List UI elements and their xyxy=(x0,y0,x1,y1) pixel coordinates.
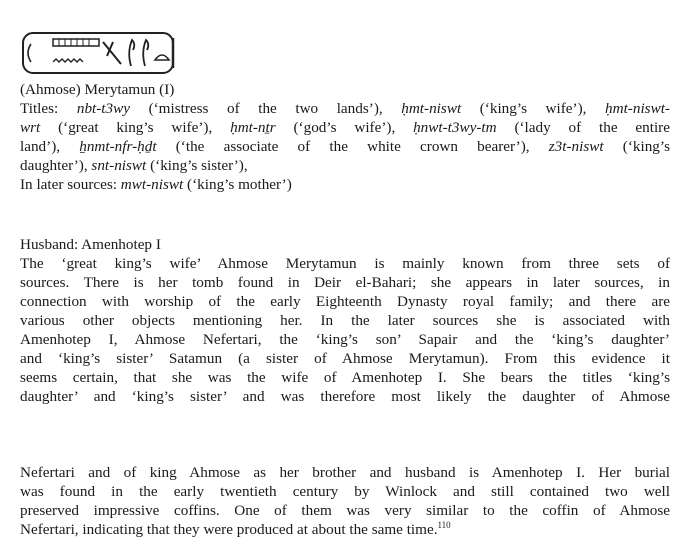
queen-name-heading: (Ahmose) Merytamun (I) xyxy=(20,81,175,98)
para2-last-line xyxy=(20,520,670,539)
later-sources-line xyxy=(20,175,670,194)
para2-line: was found in the early twentieth century by Winlock and still contained two well xyxy=(20,483,670,500)
titles-line-4 xyxy=(20,156,670,175)
para2-line: Nefertari and of king Ahmose as her brother and husband is Amenhotep I. Her burial xyxy=(20,464,670,481)
title-gloss: land’), xyxy=(20,138,80,155)
title-transliteration: nbt-t3wy xyxy=(76,100,130,117)
title-gloss: (‘the associate of the white crown bearer’), xyxy=(156,138,549,155)
title-transliteration: z3t-niswt xyxy=(548,138,604,155)
titles-line-2 xyxy=(20,118,670,137)
cartouche-icon xyxy=(21,30,181,76)
later-title: mwt-niswt xyxy=(120,176,184,193)
para2-line: preserved impressive coffins. One of them was very similar to the coffin of Ahmose xyxy=(20,502,670,519)
burial-paragraph xyxy=(20,463,670,539)
title-section xyxy=(20,80,670,194)
para1-line: sources. There is her tomb found in Deir el-Bahari; she appears in later sources, in xyxy=(20,274,670,291)
title-gloss: (‘king’s sister’), xyxy=(146,157,248,174)
para1-line: various other objects mentioning her. In the later sources she is associated with xyxy=(20,312,670,329)
later-sources-label: In later sources: xyxy=(20,176,121,193)
titles-label: Titles: xyxy=(20,100,77,117)
title-transliteration: snt-niswt xyxy=(91,157,147,174)
footnote-reference[interactable]: 110 xyxy=(437,520,451,530)
husband-section xyxy=(20,235,670,406)
para1-line: Amenhotep I, Ahmose Nefertari, the ‘king’s son’ Sapair and the ‘king’s daughter’ xyxy=(20,331,670,348)
title-transliteration: ḥmt-nṯr xyxy=(230,119,276,136)
title-gloss: (‘lady of the entire xyxy=(496,119,670,136)
title-gloss: (‘king’s wife’), xyxy=(461,100,606,117)
title-transliteration: ḥnwt-t3wy-tm xyxy=(413,119,497,136)
title-gloss: (‘king’s xyxy=(603,138,671,155)
para1-line: seems certain, that she was the wife of Amenhotep I. She bears the titles ‘king’s xyxy=(20,369,670,386)
husband-line: Husband: Amenhotep I xyxy=(20,236,161,253)
titles-line-3 xyxy=(20,137,670,156)
title-transliteration: ḥmt-niswt xyxy=(401,100,462,117)
para2-last-text: Nefertari, indicating that they were produced at about the same time. xyxy=(20,521,438,538)
titles-line-1 xyxy=(20,99,670,118)
title-transliteration: wrt xyxy=(20,119,41,136)
para1-line: The ‘great king’s wife’ Ahmose Merytamun is mainly known from three sets of xyxy=(20,255,670,272)
title-gloss: (‘god’s wife’), xyxy=(275,119,414,136)
cartouche-hieroglyphs xyxy=(21,30,181,76)
title-transliteration: ḥmt-niswt- xyxy=(605,100,670,117)
title-transliteration: ẖnmt-nfr-ḥḏt xyxy=(79,138,157,155)
title-gloss: (‘great king’s wife’), xyxy=(40,119,231,136)
para1-line: daughter’ and ‘king’s sister’ and was therefore most likely the daughter of Ahmose xyxy=(20,388,670,405)
later-gloss: (‘king’s mother’) xyxy=(183,176,292,193)
para1-line: and ‘king’s sister’ Satamun (a sister of Ahmose Merytamun). From this evidence it xyxy=(20,350,670,367)
para1-line: connection with worship of the early Eighteenth Dynasty royal family; and there are xyxy=(20,293,670,310)
title-gloss: daughter’), xyxy=(20,157,92,174)
title-gloss: (‘mistress of the two lands’), xyxy=(130,100,402,117)
